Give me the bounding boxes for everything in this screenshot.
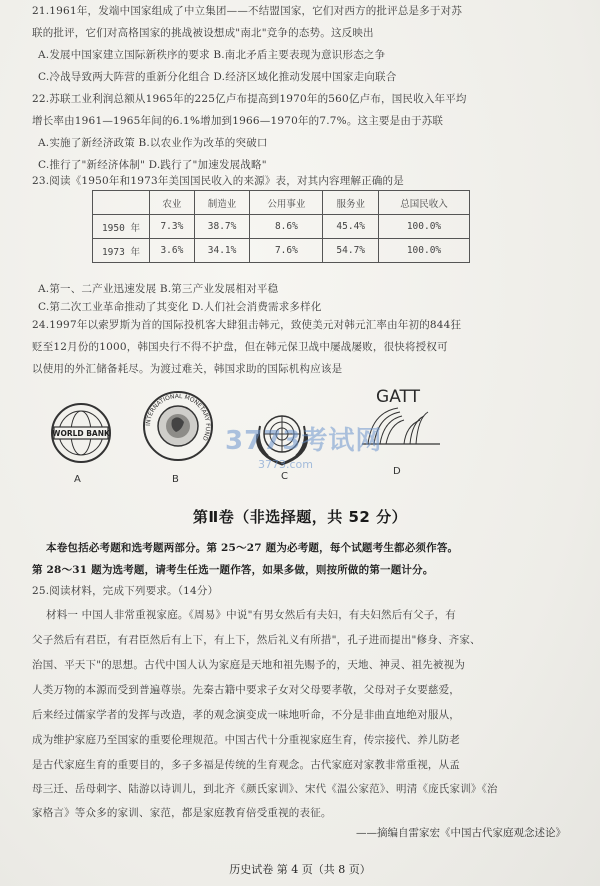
imf-ring-text: INTERNATIONAL MONETARY FUND — [144, 392, 212, 442]
logo-label-c: C — [281, 471, 288, 482]
table-header-cell: 公用事业 — [250, 191, 323, 215]
q22-options-row1: A.实施了新经济政策 B.以农业作为改革的突破口 — [38, 137, 268, 149]
table-cell: 7.3% — [150, 215, 195, 239]
section-2-instruction-2: 第 28～31 题为选考题，请考生任选一题作答，如果多做，则按所做的第一题计分。 — [32, 564, 434, 576]
q21-stem-line1: 21.1961年，发端中国家组成了中立集团——不结盟国家，它们对西方的批评总是多于对苏 — [32, 5, 463, 17]
q21-stem-line2: 联的批评，它们对高格国家的挑战被设想成"南北"竞争的态势。这反映出 — [32, 27, 374, 39]
gatt-logo-text: GATT — [376, 387, 420, 407]
table-row — [93, 215, 470, 239]
table-row — [93, 239, 470, 263]
table-header-cell: 制造业 — [194, 191, 250, 215]
q22-options-row2: C.推行了"新经济体制" D.践行了"加速发展战略" — [38, 159, 267, 171]
q25-material-line: 治国、平天下"的思想。古代中国人认为家庭是天地和祖先赐予的，天地、神灵、祖先被视为 — [32, 659, 466, 671]
q21-options-row2: C.冷战导致两大阵营的重新分化组合 D.经济区域化推动发展中国家走向联合 — [38, 71, 397, 83]
table-cell: 8.6% — [250, 215, 323, 239]
table-cell: 1950 年 — [93, 215, 150, 239]
q24-stem-line3: 以使用的外汇储备耗尽。为渡过难关，韩国求助的国际机构应该是 — [32, 363, 343, 375]
table-cell: 3.6% — [150, 239, 195, 263]
table-cell: 54.7% — [323, 239, 379, 263]
logo-label-b: B — [172, 474, 179, 485]
table-header-cell — [93, 191, 150, 215]
site-watermark-url: 3773.com — [258, 458, 313, 471]
logo-label-d: D — [393, 466, 401, 477]
site-watermark: 3773考试网 — [225, 426, 383, 456]
world-bank-logo-text: WORLD BANK — [52, 429, 110, 438]
q24-stem-line1: 24.1997年以索罗斯为首的国际投机客大肆狙击韩元，致使美元对韩元汇率由年初的844狂 — [32, 319, 462, 331]
table-cell: 100.0% — [378, 215, 469, 239]
q23-stem: 23.阅读《1950年和1973年美国国民收入的来源》表，对其内容理解正确的是 — [32, 175, 404, 187]
q25-material-line: 人类万物的本源而受到普遍尊崇。先秦古籍中要求子女对父母要孝敬，父母对子女要慈爱， — [32, 684, 460, 696]
q25-material-line: 成为维护家庭乃至国家的重要伦理规范。中国古代十分重视家庭生育，传宗接代、养儿防老 — [32, 734, 460, 746]
q25-material-line: 后来经过儒家学者的发挥与改造，孝的观念演变成一味地听命，不分是非曲直地绝对服从， — [32, 709, 460, 721]
q23-options-row1: A.第一、二产业迅速发展 B.第三产业发展相对平稳 — [38, 283, 279, 295]
section-2-title: 第Ⅱ卷（非选择题，共 52 分） — [192, 508, 408, 526]
q21-options-row1: A.发展中国家建立国际新秩序的要求 B.南北矛盾主要表现为意识形态之争 — [38, 49, 386, 61]
q22-stem-line2: 增长率由1961—1965年间的6.1%增加到1966—1970年的7.7%。这主要是由于苏联 — [32, 115, 444, 127]
page-footer: 历史试卷 第 4 页（共 8 页） — [229, 863, 371, 876]
imf-logo — [142, 390, 214, 462]
table-header-cell: 农业 — [150, 191, 195, 215]
table-header-row — [93, 191, 470, 215]
table-cell: 45.4% — [323, 215, 379, 239]
q25-material-line: 材料一 中国人非常重视家庭。《周易》中说"有男女然后有夫妇，有夫妇然后有父子，有 — [46, 609, 456, 621]
world-bank-logo — [50, 402, 112, 464]
income-source-table — [92, 190, 470, 263]
table-cell: 38.7% — [194, 215, 250, 239]
section-2-instruction-1: 本卷包括必考题和选考题两部分。第 25～27 题为必考题，每个试题考生都必须作答。 — [46, 542, 459, 554]
q25-material-line: 是古代家庭生育的重要目的，多子多福是传统的生育观念。古代家庭对家教非常重视，从孟 — [32, 759, 460, 771]
q24-stem-line2: 贬至12月份的1000，韩国央行不得不护盘，但在韩元保卫战中屡战屡败，很快将授权可 — [32, 341, 448, 353]
logo-label-a: A — [74, 474, 81, 485]
q25-material-line: 母三迁、岳母刺字、陆游以诗训儿，到北齐《颜氏家训》、宋代《温公家范》、明清《庞氏家训》《治 — [32, 783, 498, 795]
q25-material-line: 父子然后有君臣，有君臣然后有上下，有上下，然后礼义有所措"，孔子进而提出"修身、齐家、 — [32, 634, 481, 646]
q23-options-row2: C.第二次工业革命推动了其变化 D.人们社会消费需求多样化 — [38, 301, 322, 313]
table-header-cell: 服务业 — [323, 191, 379, 215]
table-cell: 1973 年 — [93, 239, 150, 263]
q25-stem: 25.阅读材料，完成下列要求。（14分） — [32, 585, 219, 597]
table-header-cell: 总国民收入 — [378, 191, 469, 215]
table-cell: 34.1% — [194, 239, 250, 263]
q25-material-line: 家格言》等众多的家训、家范，都是家庭教育倍受重视的表征。 — [32, 807, 332, 819]
table-cell: 100.0% — [378, 239, 469, 263]
q22-stem-line1: 22.苏联工业利润总额从1965年的225亿卢布提高到1970年的560亿卢布，国民收入年平均 — [32, 93, 467, 105]
table-cell: 7.6% — [250, 239, 323, 263]
q25-source: ——摘编自雷家宏《中国古代家庭观念述论》 — [356, 827, 566, 839]
